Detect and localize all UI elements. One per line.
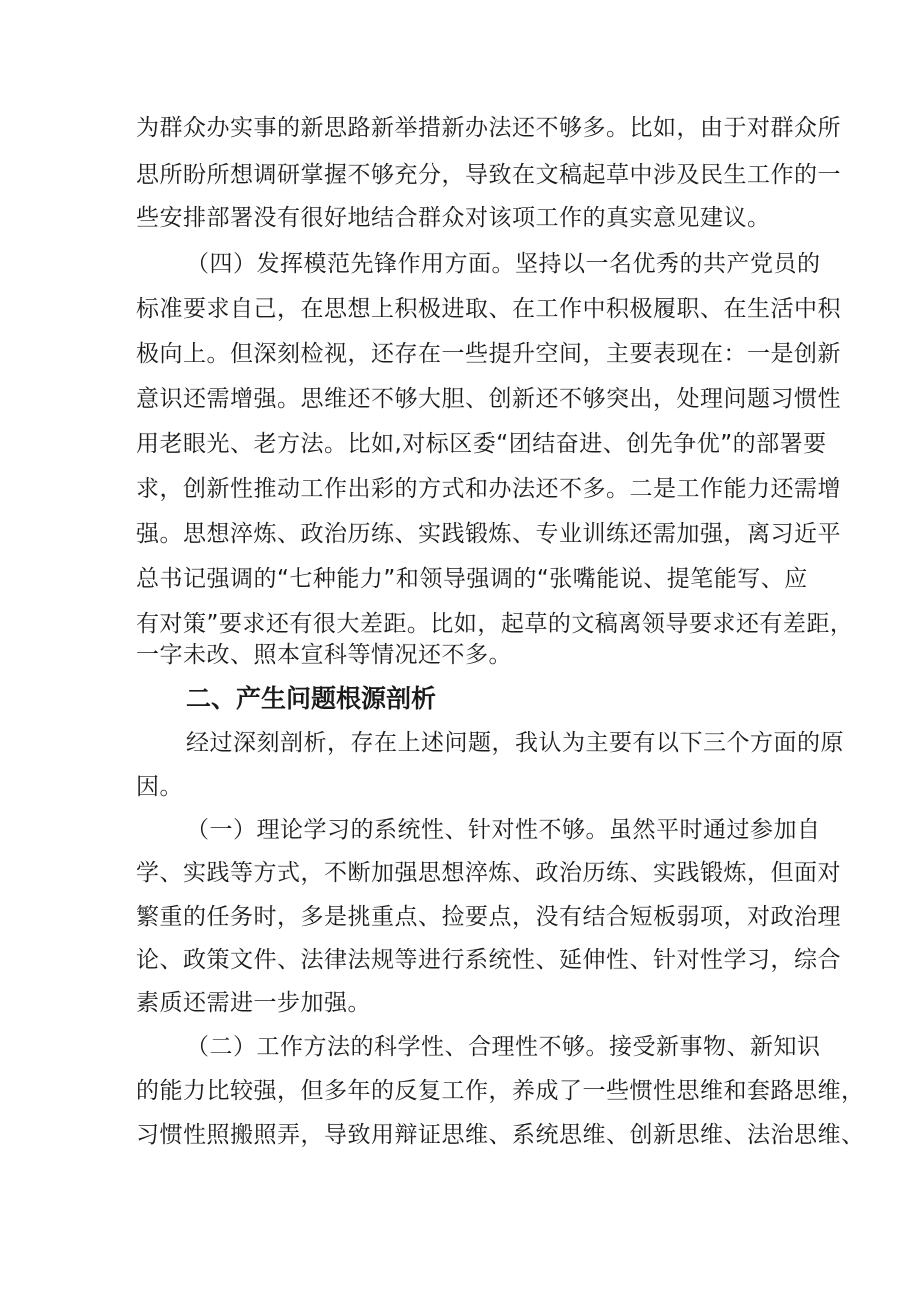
paragraph-line: 为群众办实事的新思路新举措新办法还不够多。比如，由于对群众所: [136, 115, 841, 141]
paragraph-line: 强。思想淬炼、政治历练、实践锻炼、专业训练还需加强，离习近平: [136, 521, 841, 547]
paragraph-line: 有对策”要求还有很大差距。比如，起草的文稿离领导要求还有差距，: [136, 611, 854, 637]
paragraph-line: 求，创新性推动工作出彩的方式和办法还不多。二是工作能力还需增: [136, 476, 841, 502]
paragraph-line: 学、实践等方式，不断加强思想淬炼、政治历练、实践锻炼，但面对: [136, 860, 841, 886]
paragraph-line: 些安排部署没有很好地结合群众对该项工作的真实意见建议。: [136, 205, 771, 231]
paragraph-line: 意识还需增强。思维还不够大胆、创新还不够突出，处理问题习惯性: [136, 386, 841, 412]
paragraph-line: 的能力比较强，但多年的反复工作，养成了一些惯性思维和套路思维，: [136, 1078, 865, 1104]
paragraph-line: 素质还需进一步加强。: [136, 990, 371, 1016]
paragraph-line: 繁重的任务时，多是挑重点、捡要点，没有结合短板弱项，对政治理: [136, 904, 841, 930]
section-heading: 二、产生问题根源剖析: [186, 684, 437, 713]
paragraph-line: 用老眼光、老方法。比如,对标区委“团结奋进、创先争优”的部署要: [136, 431, 827, 457]
paragraph-line: 极向上。但深刻检视，还存在一些提升空间，主要表现在：一是创新: [136, 341, 841, 367]
paragraph-line: 论、政策文件、法律法规等进行系统性、延伸性、针对性学习，综合: [136, 947, 841, 973]
paragraph-line: 一字未改、照本宣科等情况还不多。: [136, 642, 512, 668]
paragraph-line: （二）工作方法的科学性、合理性不够。接受新事物、新知识: [186, 1034, 821, 1060]
paragraph-line: 思所盼所想调研掌握不够充分，导致在文稿起草中涉及民生工作的一: [136, 162, 841, 188]
paragraph-line: 总书记强调的“七种能力”和领导强调的“张嘴能说、提笔能写、应: [136, 566, 808, 592]
paragraph-line: 习惯性照搬照弄，导致用辩证思维、系统思维、创新思维、法治思维、: [136, 1122, 865, 1148]
paragraph-line: 因。: [136, 774, 183, 800]
paragraph-line: 标准要求自己，在思想上积极进取、在工作中积极履职、在生活中积: [136, 296, 841, 322]
paragraph-line: 经过深刻剖析，存在上述问题，我认为主要有以下三个方面的原: [186, 730, 844, 756]
paragraph-line: （四）发挥模范先锋作用方面。坚持以一名优秀的共产党员的: [186, 251, 821, 277]
paragraph-line: （一）理论学习的系统性、针对性不够。虽然平时通过参加自: [186, 817, 821, 843]
